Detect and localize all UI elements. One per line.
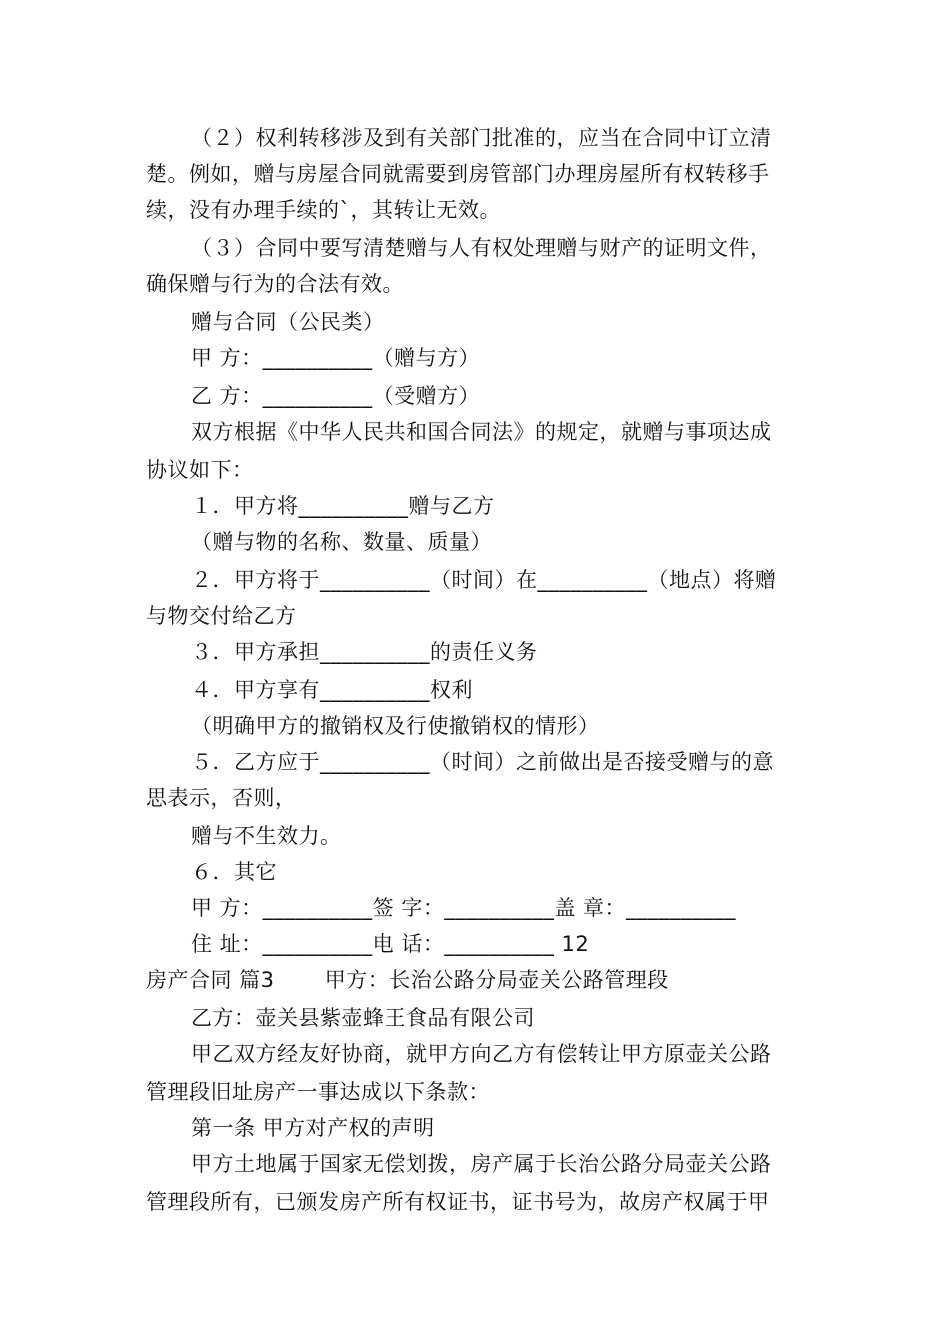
- address-line: 住 址：__________电 话：__________ 12: [191, 932, 590, 956]
- paragraph-line: 赠与不生效力。: [191, 824, 342, 848]
- paragraph-line: 双方根据《中华人民共和国合同法》的规定，就赠与事项达成: [191, 420, 772, 444]
- paragraph-line: 管理段旧址房产一事达成以下条款：: [146, 1080, 490, 1104]
- paragraph-line: 甲乙双方经友好协商，就甲方向乙方有偿转让甲方原壶关公路: [191, 1042, 772, 1066]
- clause-1: １．甲方将__________赠与乙方: [191, 494, 495, 518]
- section-heading: 房产合同 篇3 甲方：长治公路分局壶关公路管理段: [146, 968, 669, 992]
- article-heading: 第一条 甲方对产权的声明: [191, 1116, 435, 1140]
- paragraph-line: 管理段所有，已颁发房产所有权证书，证书号为，故房产权属于甲: [146, 1190, 770, 1214]
- clause-2: ２．甲方将于__________（时间）在__________（地点）将赠: [191, 568, 777, 592]
- paragraph-line: （３）合同中要写清楚赠与人有权处理赠与财产的证明文件，: [191, 236, 772, 260]
- section-heading: 赠与合同（公民类）: [191, 310, 385, 334]
- paragraph-line: （２）权利转移涉及到有关部门批准的，应当在合同中订立清: [191, 126, 772, 150]
- clause-6: ６．其它: [191, 860, 277, 884]
- paragraph-line: 确保赠与行为的合法有效。: [146, 272, 404, 296]
- party-b-line: 乙方：壶关县紫壶蜂王食品有限公司: [191, 1006, 535, 1030]
- clause-note: （明确甲方的撤销权及行使撤销权的情形）: [191, 714, 600, 738]
- paragraph-line: 甲方土地属于国家无偿划拨，房产属于长治公路分局壶关公路: [191, 1152, 772, 1176]
- party-b-line: 乙 方：__________（受赠方）: [191, 384, 481, 408]
- clause-note: （赠与物的名称、数量、质量）: [191, 530, 492, 554]
- paragraph-line: 楚。例如，赠与房屋合同就需要到房管部门办理房屋所有权转移手: [146, 162, 770, 186]
- signature-line: 甲 方：__________签 字：__________盖 章：__________: [191, 896, 737, 920]
- party-a-line: 甲 方：__________（赠与方）: [191, 346, 481, 370]
- clause-4: ４．甲方享有__________权利: [191, 678, 473, 702]
- paragraph-line: 协议如下：: [146, 458, 254, 482]
- paragraph-line: 思表示，否则，: [146, 786, 297, 810]
- paragraph-line: 与物交付给乙方: [146, 604, 297, 628]
- clause-5: ５．乙方应于__________（时间）之前做出是否接受赠与的意: [191, 750, 774, 774]
- paragraph-line: 续，没有办理手续的`，其转让无效。: [146, 198, 501, 222]
- clause-3: ３．甲方承担__________的责任义务: [191, 640, 538, 664]
